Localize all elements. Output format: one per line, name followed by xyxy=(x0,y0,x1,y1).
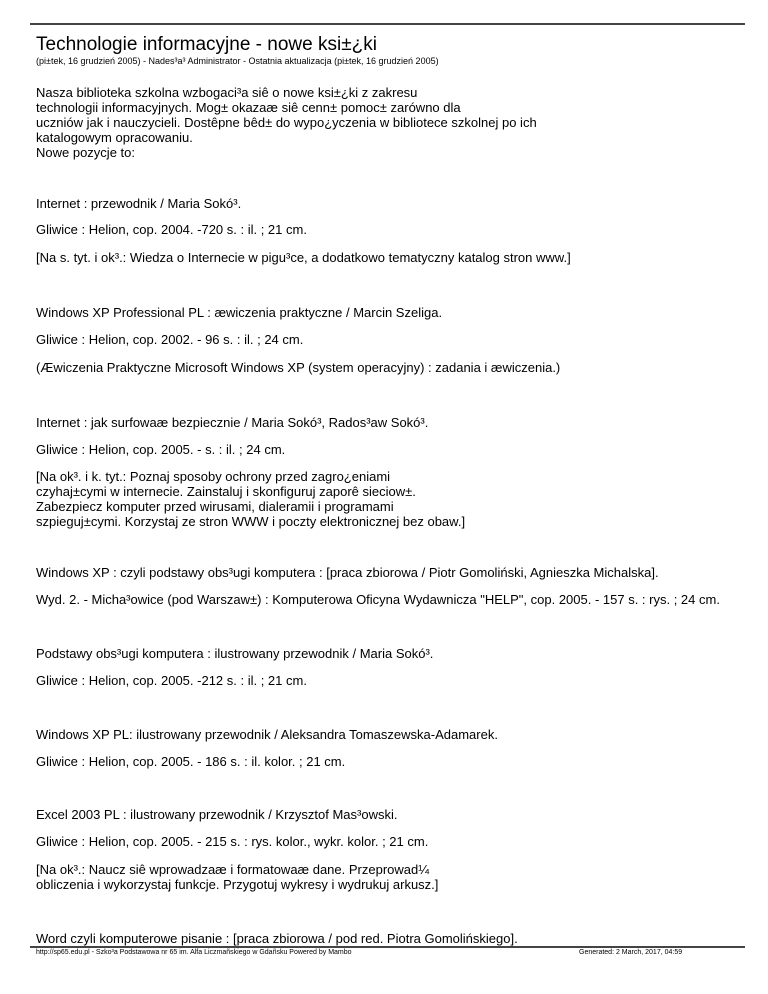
footer-generated: Generated: 2 March, 2017, 04:59 xyxy=(579,949,683,956)
intro-line: uczniów jak i nauczycieli. Dostêpne bêd± do wypo¿yczenia w bibliotece szkolnej po ich xyxy=(36,115,537,130)
intro-paragraph xyxy=(36,85,676,160)
book-title: Windows XP PL: ilustrowany przewodnik / Aleksandra Tomaszewska-Adamarek. xyxy=(36,727,498,742)
book-note: Zabezpiecz komputer przed wirusami, dialeramii i programami xyxy=(36,499,394,514)
book-title: Word czyli komputerowe pisanie : [praca zbiorowa / pod red. Piotra Gomolińskiego]. xyxy=(36,931,518,946)
book-note: (Æwiczenia Praktyczne Microsoft Windows XP (system operacyjny) : zadania i æwiczenia.) xyxy=(36,360,561,375)
article-meta: (pi±tek, 16 grudzień 2005) - Nades³a³ Administrator - Ostatnia aktualizacja (pi±tek, 16 grudzień 2005) xyxy=(36,56,439,66)
book-publication: Wyd. 2. - Micha³owice (pod Warszaw±) : Komputerowa Oficyna Wydawnicza "HELP", cop. 2005. - 157 s. : rys. ; 24 cm. xyxy=(36,592,720,607)
page-title: Technologie informacyjne - nowe ksi±¿ki xyxy=(36,34,377,55)
book-publication: Gliwice : Helion, cop. 2002. - 96 s. : il. ; 24 cm. xyxy=(36,332,304,347)
intro-line: Nasza biblioteka szkolna wzbogaci³a siê o nowe ksi±¿ki z zakresu xyxy=(36,85,418,100)
book-note: obliczenia i wykorzystaj funkcje. Przygotuj wykresy i wydrukuj arkusz.] xyxy=(36,877,439,892)
book-publication: Gliwice : Helion, cop. 2005. - s. : il. ; 24 cm. xyxy=(36,442,286,457)
book-title: Internet : jak surfowaæ bezpiecznie / Maria Sokó³, Rados³aw Sokó³. xyxy=(36,415,429,430)
book-note: [Na s. tyt. i ok³.: Wiedza o Internecie w pigu³ce, a dodatkowo tematyczny katalog stron www.] xyxy=(36,250,571,265)
book-title: Windows XP : czyli podstawy obs³ugi komputera : [praca zbiorowa / Piotr Gomoliński, Agnieszka Michalska]. xyxy=(36,565,659,580)
book-publication: Gliwice : Helion, cop. 2004. -720 s. : il. ; 21 cm. xyxy=(36,222,307,237)
intro-line: Nowe pozycje to: xyxy=(36,145,135,160)
book-publication: Gliwice : Helion, cop. 2005. -212 s. : il. ; 21 cm. xyxy=(36,673,307,688)
footer-source: http://sp65.edu.pl - Szko³a Podstawowa nr 65 im. Alfa Liczmañskiego w Gdañsku Powered by Mambo xyxy=(36,949,352,956)
intro-line: technologii informacyjnych. Mog± okazaæ siê cenn± pomoc± zarówno dla xyxy=(36,100,461,115)
book-publication: Gliwice : Helion, cop. 2005. - 215 s. : rys. kolor., wykr. kolor. ; 21 cm. xyxy=(36,834,429,849)
book-note: czyhaj±cymi w internecie. Zainstaluj i skonfiguruj zaporê sieciow±. xyxy=(36,484,416,499)
book-publication: Gliwice : Helion, cop. 2005. - 186 s. : il. kolor. ; 21 cm. xyxy=(36,754,346,769)
intro-line: katalogowym opracowaniu. xyxy=(36,130,193,145)
book-note: [Na ok³. i k. tyt.: Poznaj sposoby ochrony przed zagro¿eniami xyxy=(36,469,391,484)
book-title: Windows XP Professional PL : æwiczenia praktyczne / Marcin Szeliga. xyxy=(36,305,443,320)
top-divider xyxy=(30,23,745,25)
book-title: Excel 2003 PL : ilustrowany przewodnik / Krzysztof Mas³owski. xyxy=(36,807,398,822)
book-note: szpieguj±cymi. Korzystaj ze stron WWW i poczty elektronicznej bez obaw.] xyxy=(36,514,466,529)
book-title: Internet : przewodnik / Maria Sokó³. xyxy=(36,196,242,211)
book-note: [Na ok³.: Naucz siê wprowadzaæ i formatowaæ dane. Przeprowad¼ xyxy=(36,862,430,877)
book-title: Podstawy obs³ugi komputera : ilustrowany przewodnik / Maria Sokó³. xyxy=(36,646,434,661)
